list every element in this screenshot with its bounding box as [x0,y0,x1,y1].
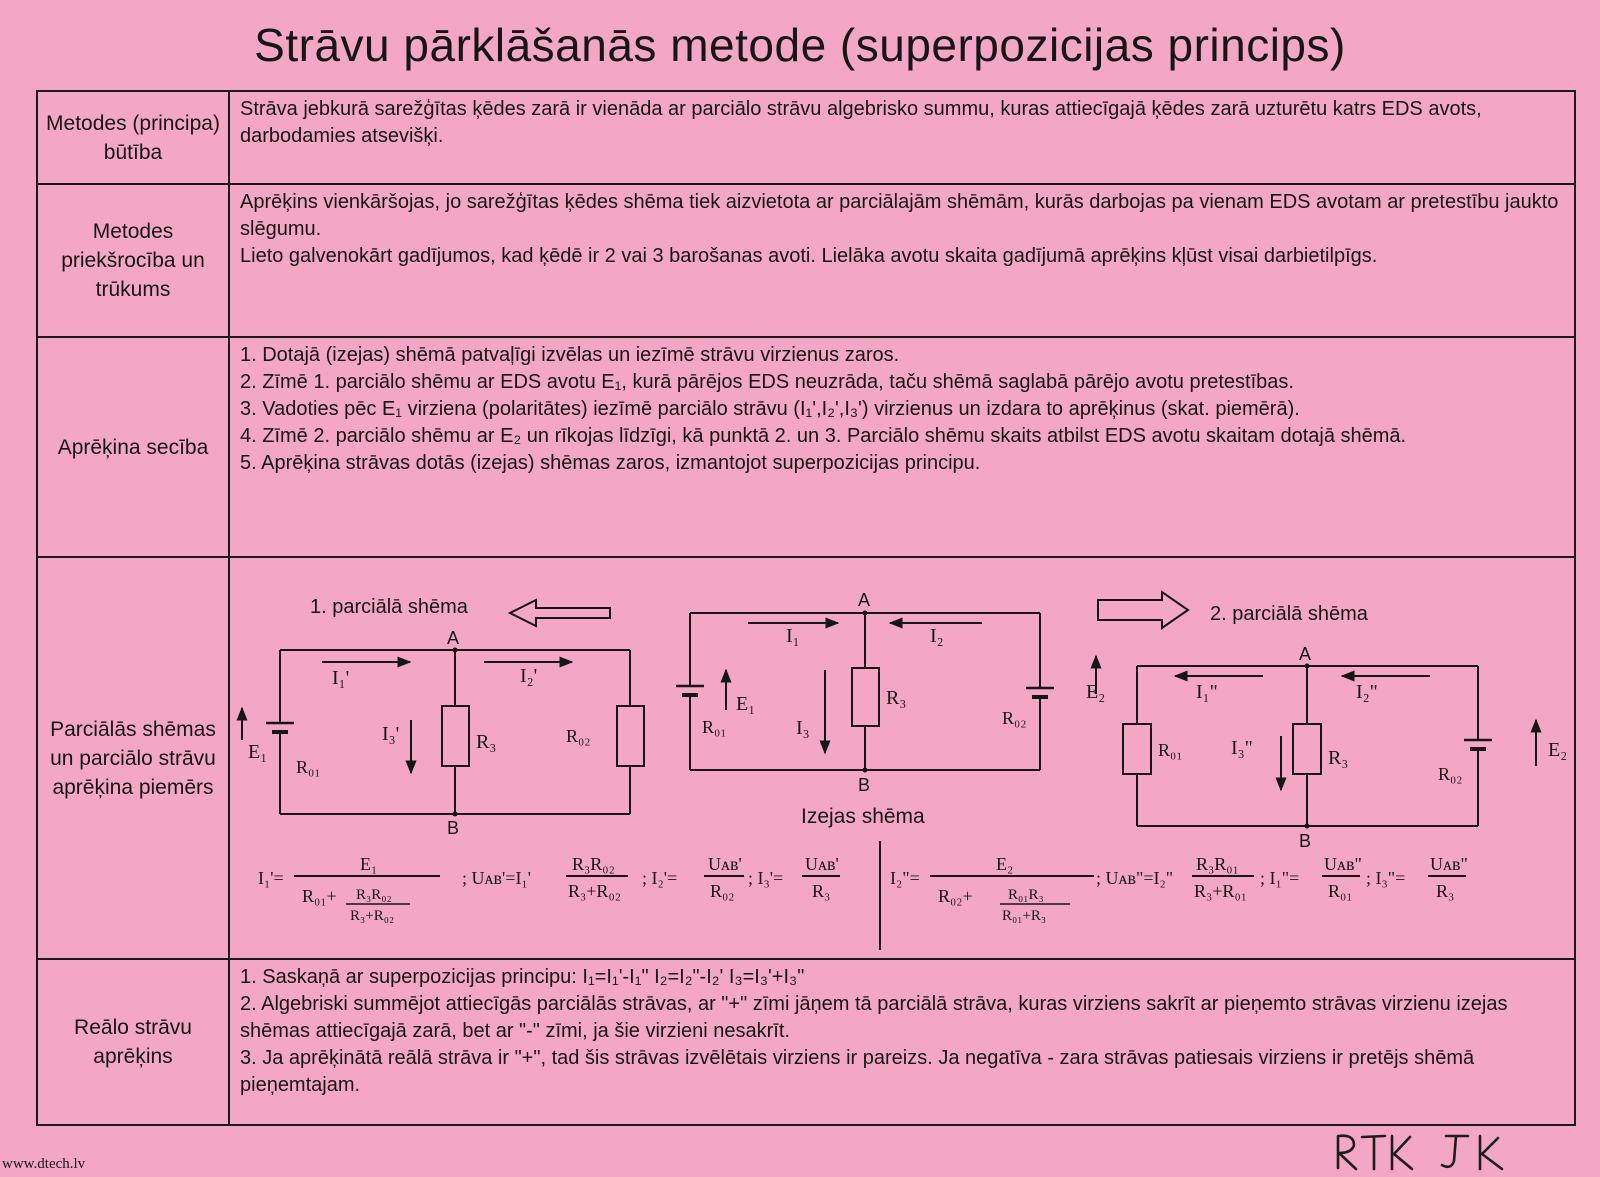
formula-denominator: R₃+R₀₁ [1194,881,1247,901]
formula-numerator: E₂ [996,854,1014,874]
formula-i1p: I₁'= [258,868,284,888]
formula-i3p: ; I₃'= [748,868,784,888]
formula-uab-p: ; Uᴀʙ'=I₁' [462,868,531,888]
resistor-r01-label: R₀₁ [1158,740,1183,760]
resistor-r02-label: R₀₂ [566,726,591,746]
resistor-r02-label: R₀₂ [1438,764,1463,784]
formula-denominator: R₃ [1436,881,1455,901]
arrow-right-icon [1098,592,1188,628]
partial-1-title: 1. parciālā shēma [310,596,468,618]
paragraph: 1. Saskaņā ar superpozicijas principu: I₁=I₁'-I₁" I₂=I₂"-I₂' I₃=I₃'+I₃" [240,966,805,988]
formula-numerator: E₁ [360,854,378,874]
formula-uab-pp: ; Uᴀʙ"=I₂" [1096,868,1174,888]
node-a-label: A [1299,644,1312,664]
page-title: Strāvu pārklāšanās metode (superpozicijas princips) [254,19,1346,71]
emf-e2-label: E₂ [1086,681,1106,703]
source-caption: Izejas shēma [801,805,925,828]
paragraph: Lieto galvenokārt gadījumos, kad ķēdē ir 2 vai 3 barošanas avoti. Lielāka avotu skaita gadījumā aprēķins kļūst visai darbietilpīgs. [240,245,1378,267]
current-i1pp-label: I₁" [1196,681,1218,703]
step-4: 4. Zīmē 2. parciālo shēmu ar E₂ un rīkojas līdzīgi, kā punktā 2. un 3. Parciālo shēmu skaits atbilst EDS avotu skaitam dotajā shēmā. [240,425,1407,447]
table-row [37,337,1575,557]
formula-numerator: Uᴀʙ' [805,854,839,874]
row-content-advantage [229,184,1575,337]
source-circuit [676,613,1054,770]
formula-numerator: R₃R₀₂ [572,854,615,874]
row-label-advantage: Metodes priekšrocība un trūkums [37,184,229,337]
formula-i1pp: ; I₁"= [1260,868,1300,888]
node-b-label: B [447,818,460,838]
node-b-label: B [1299,831,1312,851]
resistor-r3-label: R₃ [1328,747,1349,769]
emf-e1-label: E₁ [248,741,268,763]
formula-denominator: R₀₂+ [938,886,973,906]
formula-denominator: R₃ [812,881,831,901]
row-label-example: Parciālās shēmas un parciālo strāvu aprēķina piemērs [37,557,229,959]
step-5: 5. Aprēķina strāvas dotās (izejas) shēmas zaros, izmantojot superpozicijas principu. [240,452,981,474]
row-label-sequence: Aprēķina secība [37,337,229,557]
current-i3pp-label: I₃" [1231,737,1253,759]
formula-numerator: Uᴀʙ' [708,854,742,874]
formula-denominator: R₃R₀₂ [356,887,392,903]
formula-denominator: R₃+R₀₂ [350,908,395,924]
paragraph: Aprēķins vienkāršojas, jo sarežģītas ķēdes shēma tiek aizvietota ar parciālajām shēmām, kurās darbojas pa vienam EDS avotam ar pretestību jaukto slēgumu. [240,191,1559,240]
step-3: 3. Vadoties pēc E₁ virziena (polaritātes) iezīmē parciālo strāvu (I₁',I₂',I₃') virzienus un izdara to aprēķinus (skat. piemērā). [240,398,1300,420]
current-i2pp-label: I₂" [1356,681,1378,703]
resistor-r3-label: R₃ [476,731,497,753]
node-a-label: A [858,590,871,610]
arrow-left-icon [510,600,610,626]
table-row [37,959,1575,1125]
current-i2p-label: I₂' [520,665,538,687]
current-i1-label: I₁ [786,625,800,647]
emf-e2-right-label: E₂ [1548,739,1568,761]
current-i2-label: I₂ [930,625,944,647]
paragraph: Strāva jebkurā sarežģītas ķēdes zarā ir vienāda ar parciālo strāvu algebrisko summu, kuras attiecīgajā ķēdes zarā uzturētu katrs EDS avots, darbodamies atsevišķi. [240,98,1482,147]
emf-e1-label: E₁ [736,693,756,715]
handwritten-signature [1330,1128,1520,1174]
formula-denominator: R₃+R₀₂ [568,881,621,901]
row-label-essence: Metodes (principa) būtība [37,91,229,184]
table-row [37,91,1575,184]
partial-2-title: 2. parciālā shēma [1210,603,1368,625]
node-a-label: A [447,628,460,648]
resistor-r02-label: R₀₂ [1002,708,1027,728]
table-row [37,557,1575,959]
current-i1p-label: I₁' [332,667,350,689]
formula-denominator: R₀₁ [1328,881,1353,901]
row-label-real-currents: Reālo strāvu aprēķins [37,959,229,1125]
formula-i2pp: I₂"= [890,868,920,888]
formula-i2p: ; I₂'= [642,868,678,888]
resistor-r01-label: R₀₁ [702,717,727,737]
formula-denominator: R₀₂ [710,881,735,901]
formula-numerator: Uᴀʙ" [1324,854,1362,874]
formula-denominator: R₀₁+R₃ [1002,908,1047,924]
formula-denominator: R₀₁+ [302,886,337,906]
circuit-diagrams [229,557,1575,959]
resistor-r01-label: R₀₁ [296,757,321,777]
table-row [37,184,1575,337]
node-b-label: B [858,775,871,795]
step-2: 2. Zīmē 1. parciālo shēmu ar EDS avotu E₁, kurā pārējos EDS neuzrāda, taču shēmā saglabā pārējo avotu pretestības. [240,371,1294,393]
current-i3-label: I₃ [796,717,810,739]
resistor-r3-label: R₃ [886,687,907,709]
formula-i3pp: ; I₃"= [1366,868,1406,888]
paragraph: 3. Ja aprēķinātā reālā strāva ir "+", tad šis strāvas izvēlētais virziens ir pareizs. Ja negatīva - zara strāvas patiesais virziens ir pretējs shēmā pieņemtajam. [240,1047,1475,1096]
website-footer: www.dtech.lv [2,1156,86,1172]
formula-numerator: Uᴀʙ" [1430,854,1468,874]
circuit-svg [230,558,1580,950]
row-content-essence [229,91,1575,184]
formula-numerator: R₃R₀₁ [1196,854,1239,874]
step-1: 1. Dotajā (izejas) shēmā patvaļīgi izvēlas un iezīmē strāvu virzienus zaros. [240,344,900,366]
paragraph: 2. Algebriski summējot attiecīgās parciālās strāvas, ar "+" zīmi jāņem tā parciālā strāva, kuras virziens sakrīt ar pieņemto strāvas virzienu izejas shēmas attiecīgajā zarā, bet ar "-" zīmi, ja šie virzieni nesakrīt. [240,993,1508,1042]
current-i3p-label: I₃' [382,723,400,745]
row-content-sequence [229,337,1575,557]
formula-denominator: R₀₁R₃ [1008,887,1044,903]
row-content-real-currents [229,959,1575,1125]
method-table [36,90,1576,1126]
